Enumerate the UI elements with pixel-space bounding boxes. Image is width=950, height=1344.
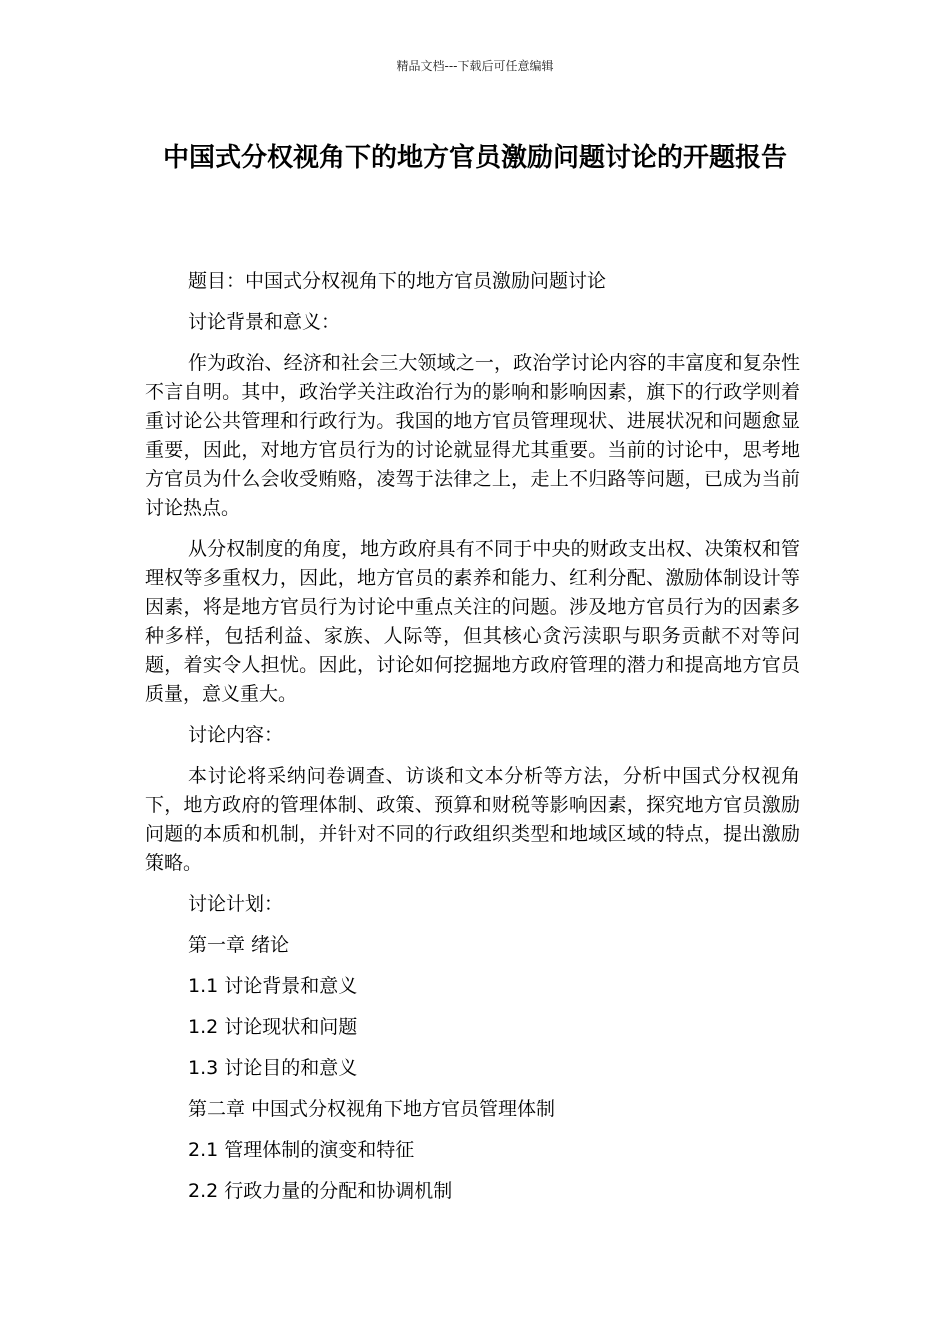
paragraph-content: 本讨论将采纳问卷调查、访谈和文本分析等方法，分析中国式分权视角下，地方政府的管理体制、政策、预算和财税等影响因素，探究地方官员激励问题的本质和机制，并针对不同的行政组织类型和地域区域的特点，提出激励策略。 — [145, 765, 800, 874]
section-heading-plan: 讨论计划： — [188, 893, 284, 915]
outline-item-1-3: 1.3 讨论目的和意义 — [188, 1057, 358, 1079]
document-body — [145, 267, 800, 1218]
header-note: 精品文档---下载后可任意编辑 — [396, 59, 554, 73]
outline-item-2-1: 2.1 管理体制的演变和特征 — [188, 1139, 415, 1161]
paragraph-background-2: 从分权制度的角度，地方政府具有不同于中央的财政支出权、决策权和管理权等多重权力，因此，地方官员的素养和能力、红利分配、激励体制设计等因素，将是地方官员行为讨论中重点关注的问题。涉及地方官员行为的因素多种多样，包括利益、家族、人际等，但其核心贪污渎职与职务贡献不对等问题，着实令人担忧。因此，讨论如何挖掘地方政府管理的潜力和提高地方官员质量，意义重大。 — [145, 538, 800, 705]
outline-item-1-1: 1.1 讨论背景和意义 — [188, 975, 358, 997]
outline-item-2-2: 2.2 行政力量的分配和协调机制 — [188, 1180, 453, 1202]
outline-item-1-2: 1.2 讨论现状和问题 — [188, 1016, 358, 1038]
outline-chapter-2: 第二章 中国式分权视角下地方官员管理体制 — [188, 1098, 556, 1120]
document-title: 中国式分权视角下的地方官员激励问题讨论的开题报告 — [162, 143, 787, 173]
section-heading-content: 讨论内容： — [188, 724, 284, 746]
topic-line: 题目：中国式分权视角下的地方官员激励问题讨论 — [188, 270, 607, 292]
paragraph-background-1: 作为政治、经济和社会三大领域之一，政治学讨论内容的丰富度和复杂性不言自明。其中，政治学关注政治行为的影响和影响因素，旗下的行政学则着重讨论公共管理和行政行为。我国的地方官员管理现状、进展状况和问题愈显重要，因此，对地方官员行为的讨论就显得尤其重要。当前的讨论中，思考地方官员为什么会收受贿赂，凌驾于法律之上，走上不归路等问题，已成为当前讨论热点。 — [145, 352, 800, 519]
section-heading-background: 讨论背景和意义： — [188, 311, 341, 333]
outline-chapter-1: 第一章 绪论 — [188, 934, 290, 956]
